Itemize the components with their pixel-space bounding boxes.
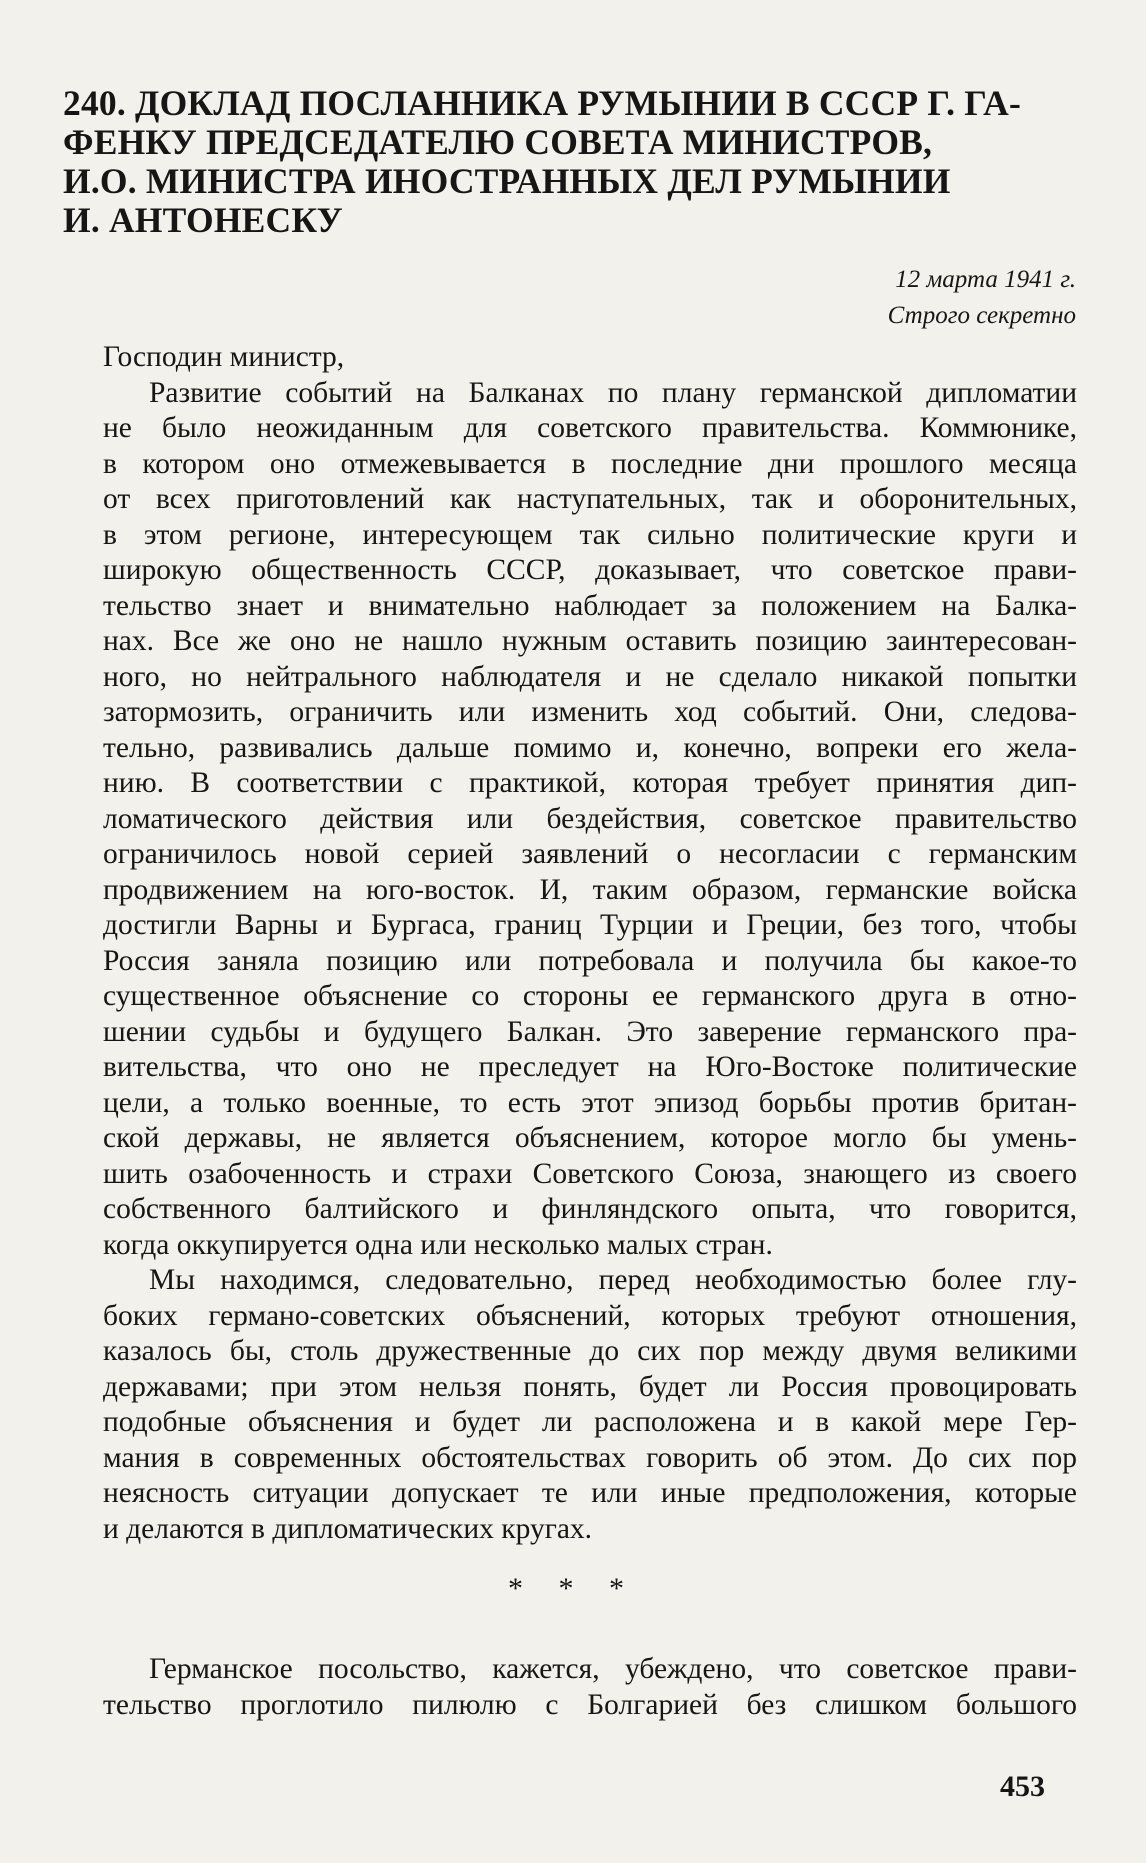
text-line: ограничилось новой серией заявлений о несогласии с германским	[103, 838, 1077, 870]
text-line: ской державы, не является объяснением, которое могло бы умень-	[103, 1122, 1077, 1154]
text-line: ломатического действия или бездействия, советское правительство	[103, 802, 1077, 835]
text-line: существенное объяснение со стороны ее германского друга в отно-	[103, 980, 1077, 1012]
paragraph-1	[57, 376, 1077, 1264]
text-line: нах. Все же оно не нашло нужным оставить позицию заинтересован-	[103, 625, 1077, 657]
classification-label: Строго секретно	[887, 302, 1076, 329]
section-separator: * * *	[508, 1572, 638, 1605]
dateline	[888, 262, 1076, 334]
text-line: тельство проглотило пилюлю с Болгарией без слишком большого	[103, 1688, 1077, 1721]
body-text-continued	[57, 1652, 1077, 1723]
text-line: собственного балтийского и финляндского опыта, что говорится,	[103, 1193, 1077, 1225]
text-line: продвижением на юго-восток. И, таким образом, германские войска	[103, 873, 1077, 906]
document-date: 12 марта 1941 г.	[895, 266, 1076, 293]
text-line: вительства, что оно не преследует на Юго-Востоке политические	[103, 1051, 1077, 1083]
text-line: шении судьбы и будущего Балкан. Это заверение германского пра-	[103, 1015, 1077, 1048]
paragraph-3	[57, 1652, 1077, 1723]
text-line: Германское посольство, кажется, убеждено, что советское прави-	[149, 1653, 1077, 1685]
text-line: и делаются в дипломатических кругах.	[103, 1512, 593, 1545]
text-line: цели, а только военные, то есть этот эпизод борьбы против британ-	[103, 1086, 1077, 1119]
text-line: не было неожиданным для советского правительства. Коммюнике,	[103, 412, 1077, 444]
text-line: шить озабоченность и страхи Советского Союза, знающего из своего	[103, 1157, 1077, 1190]
text-line: нию. В соответствии с практикой, которая требует принятия дип-	[103, 767, 1077, 799]
page-number: 453	[1000, 1770, 1045, 1803]
text-line: от всех приготовлений как наступательных, так и оборонительных,	[103, 483, 1077, 515]
body-text	[57, 340, 1077, 1547]
heading-line: И. АНТОНЕСКУ	[63, 200, 343, 240]
text-line: широкую общественность СССР, доказывает, что советское прави-	[103, 554, 1077, 586]
text-line: в котором оно отмежевывается в последние дни прошлого месяца	[103, 447, 1077, 480]
text-line: в этом регионе, интересующем так сильно политические круги и	[103, 518, 1077, 551]
text-line: достигли Варны и Бургаса, границ Турции и Греции, без того, чтобы	[103, 909, 1077, 941]
text-line: казалось бы, столь дружественные до сих пор между двумя великими	[103, 1335, 1077, 1367]
salutation: Господин министр,	[103, 341, 345, 373]
text-line: тельство знает и внимательно наблюдает за положением на Балка-	[103, 589, 1077, 622]
text-line: тельно, развивались дальше помимо и, конечно, вопреки его жела-	[103, 731, 1077, 764]
paragraph-2	[57, 1263, 1077, 1547]
text-line: затормозить, ограничить или изменить ход событий. Они, следова-	[103, 696, 1077, 728]
text-line: подобные объяснения и будет ли расположена и в какой мере Гер-	[103, 1406, 1077, 1438]
document-heading	[63, 84, 1083, 240]
heading-line: 240. ДОКЛАД ПОСЛАННИКА РУМЫНИИ В СССР Г. ГА-	[63, 83, 1022, 123]
text-line: мания в современных обстоятельствах говорить об этом. До сих пор	[103, 1441, 1077, 1474]
text-line: ного, но нейтрального наблюдателя и не сделало никакой попытки	[103, 660, 1077, 693]
heading-line: ФЕНКУ ПРЕДСЕДАТЕЛЮ СОВЕТА МИНИСТРОВ,	[63, 122, 933, 162]
text-line: боких германо-советских объяснений, которых требуют отношения,	[103, 1299, 1077, 1332]
text-line: когда оккупируется одна или несколько малых стран.	[103, 1228, 773, 1261]
text-line: Развитие событий на Балканах по плану германской дипломатии	[149, 376, 1077, 409]
text-line: Мы находимся, следовательно, перед необходимостью более глу-	[149, 1264, 1077, 1296]
text-line: державами; при этом нельзя понять, будет ли Россия провоцировать	[103, 1370, 1077, 1403]
text-line: Россия заняла позицию или потребовала и получила бы какое-то	[103, 944, 1077, 977]
text-line: неясность ситуации допускает те или иные предположения, которые	[103, 1477, 1077, 1509]
heading-line: И.О. МИНИСТРА ИНОСТРАННЫХ ДЕЛ РУМЫНИИ	[63, 161, 951, 201]
